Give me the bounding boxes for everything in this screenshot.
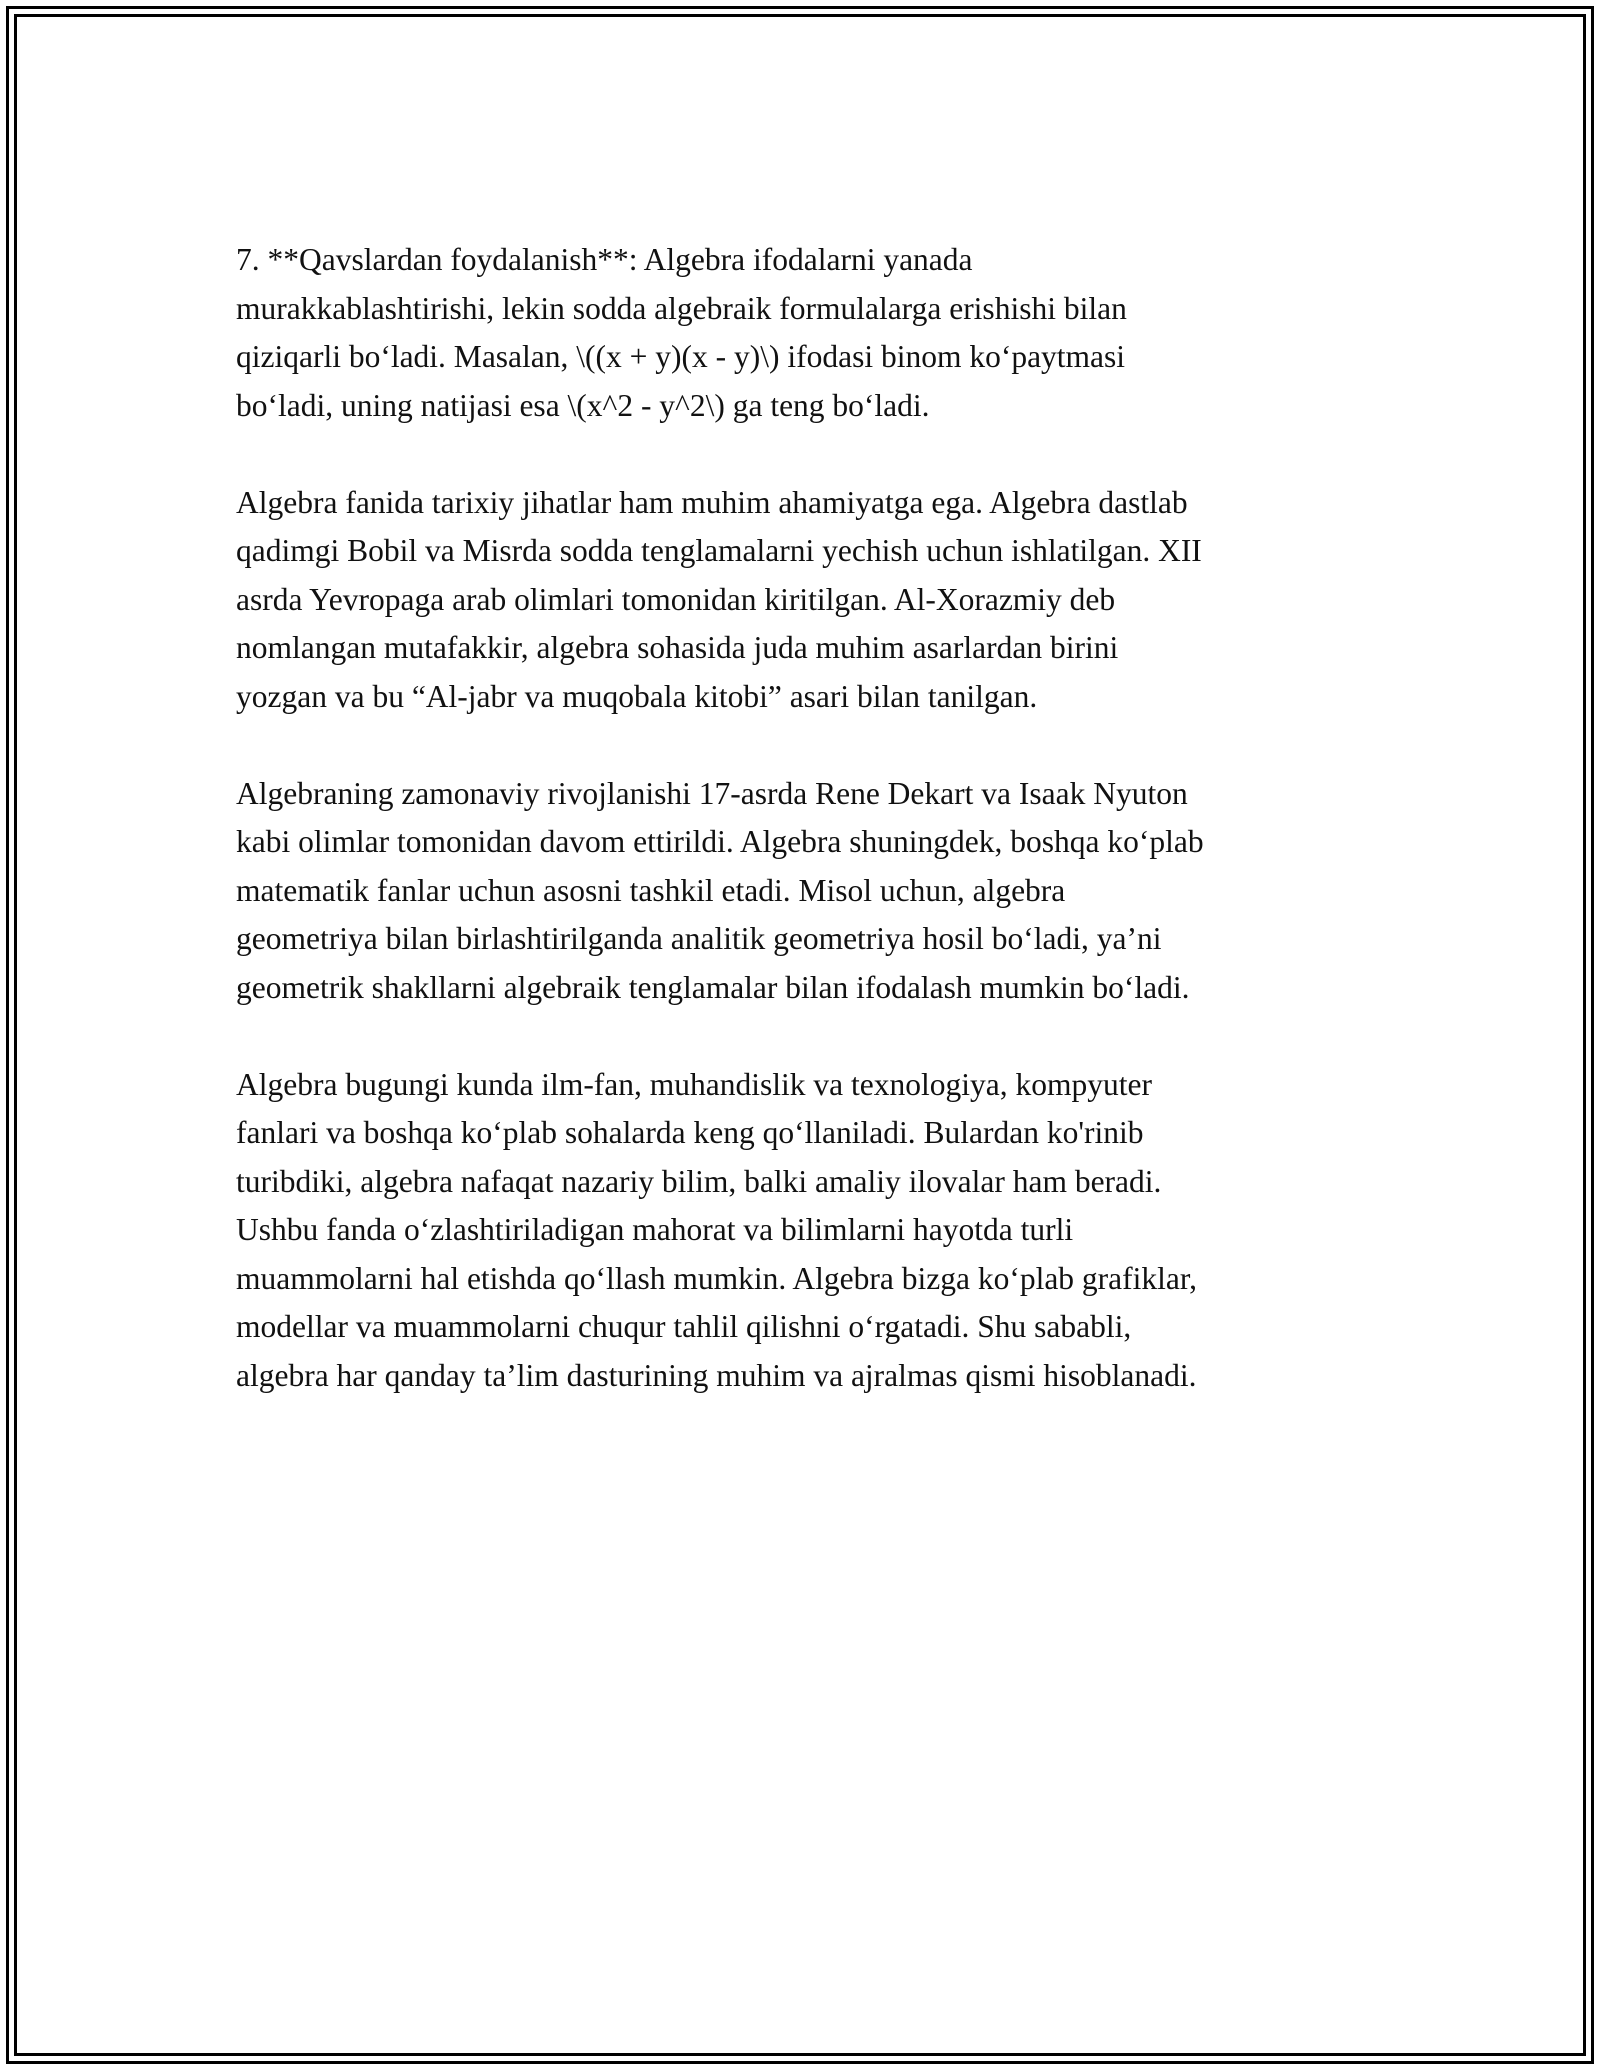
text-line: algebra har qanday ta’lim dasturining muhim va ajralmas qismi hisoblanadi. (236, 1357, 1197, 1393)
text-line: kabi olimlar tomonidan davom ettirildi. Algebra shuningdek, boshqa ko‘plab (236, 824, 1204, 859)
text-line: Algebra bugungi kunda ilm-fan, muhandislik va texnologiya, kompyuter (236, 1066, 1152, 1102)
text-line: Ushbu fanda o‘zlashtiriladigan mahorat va bilimlarni hayotda turli (236, 1212, 1074, 1247)
text-line: yozgan va bu “Al-jabr va muqobala kitobi” asari bilan tanilgan. (236, 678, 1038, 714)
text-line: fanlari va boshqa ko‘plab sohalarda keng qo‘llaniladi. Bulardan ko'rinib (236, 1115, 1144, 1150)
text-line: geometriya bilan birlashtirilganda analitik geometriya hosil bo‘ladi, ya’ni (236, 921, 1162, 956)
text-line: muammolarni hal etishda qo‘llash mumkin. Algebra bizga ko‘plab grafiklar, (236, 1260, 1197, 1296)
text-line: 7. **Qavslardan foydalanish**: Algebra ifodalarni yanada (236, 242, 973, 277)
text-line: murakkablashtirishi, lekin sodda algebraik formulalarga erishishi bilan (236, 290, 1127, 326)
text-line: modellar va muammolarni chuqur tahlil qilishni o‘rgatadi. Shu sababli, (236, 1309, 1132, 1344)
paragraph-applications (236, 1061, 1386, 1401)
text-line: asrda Yevropaga arab olimlari tomonidan kiritilgan. Al-Xorazmiy deb (236, 581, 1116, 617)
text-line: qadimgi Bobil va Misrda sodda tenglamalarni yechish uchun ishlatilgan. XII (236, 533, 1202, 568)
text-line: Algebra fanida tarixiy jihatlar ham muhim ahamiyatga ega. Algebra dastlab (236, 484, 1188, 520)
paragraph-history (236, 479, 1386, 722)
paragraph-parentheses-usage (236, 236, 1386, 430)
text-line: nomlangan mutafakkir, algebra sohasida juda muhim asarlardan birini (236, 630, 1119, 665)
paragraph-modern-development (236, 770, 1386, 1013)
text-line: turibdiki, algebra nafaqat nazariy bilim, balki amaliy ilovalar ham beradi. (236, 1163, 1162, 1199)
text-line: Algebraning zamonaviy rivojlanishi 17-asrda Rene Dekart va Isaak Nyuton (236, 775, 1188, 811)
text-line: geometrik shakllarni algebraik tenglamalar bilan ifodalash mumkin bo‘ladi. (236, 969, 1190, 1005)
text-line: qiziqarli bo‘ladi. Masalan, \((x + y)(x - y)\) ifodasi binom ko‘paytmasi (236, 339, 1126, 374)
text-line: bo‘ladi, uning natijasi esa \(x^2 - y^2\) ga teng bo‘ladi. (236, 387, 930, 423)
document-body (236, 236, 1386, 1449)
text-line: matematik fanlar uchun asosni tashkil etadi. Misol uchun, algebra (236, 872, 1066, 908)
